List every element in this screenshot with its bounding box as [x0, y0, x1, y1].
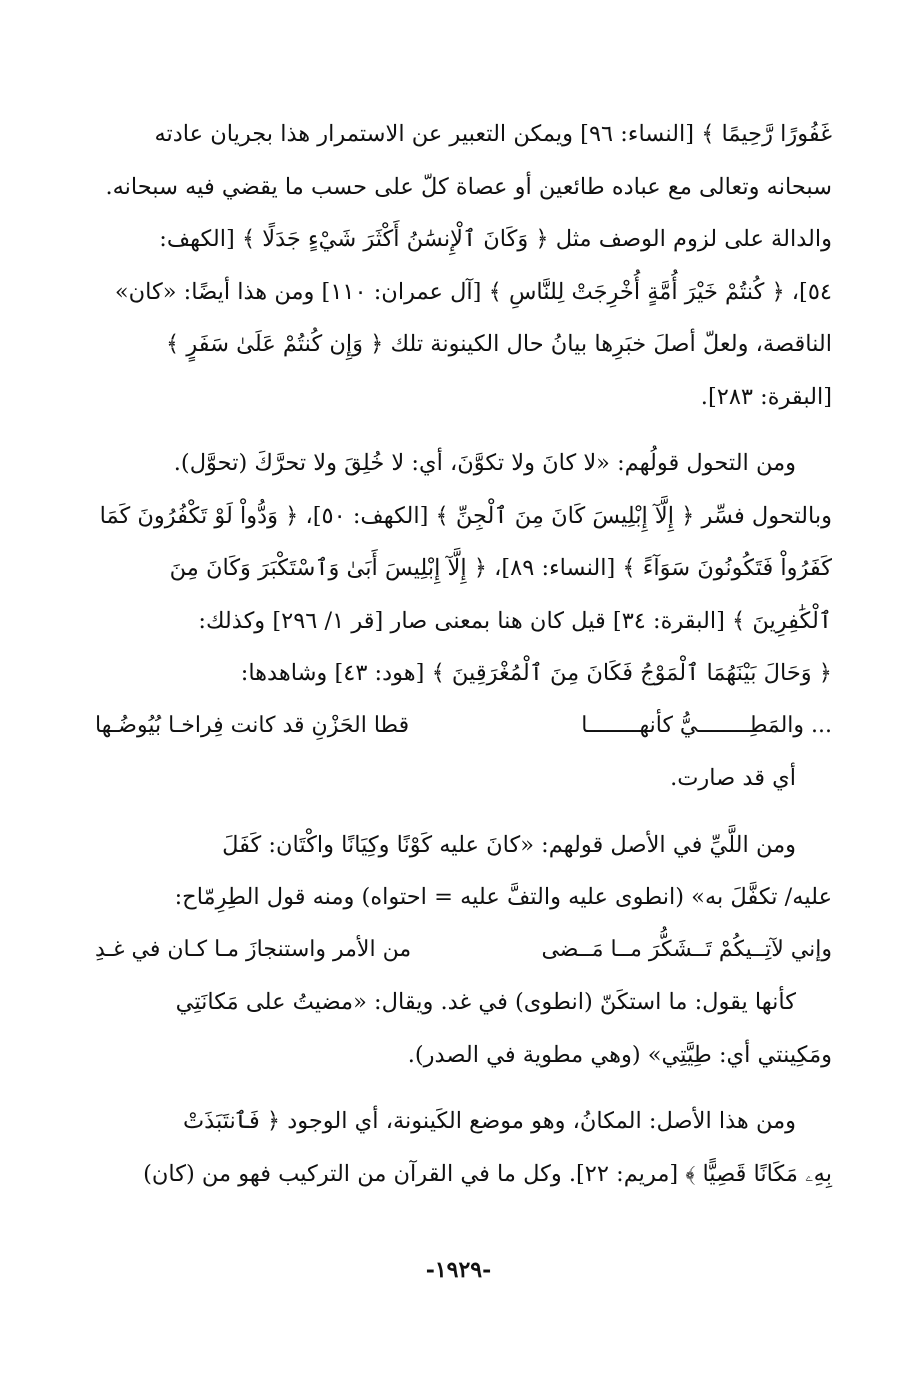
paragraph-line: كأنها يقول: ما استكَنّ (انطوى) في غد. ويقال: «مضيتُ على مَكانَتِي [175, 989, 796, 1015]
paragraph-line: ٱلْكَٰفِرِينَ ﴾ [البقرة: ٣٤] قيل كان هنا بمعنى صار [قر ١/ ٢٩٦] وكذلك: [198, 607, 832, 634]
paragraph-line: الناقصة، ولعلّ أصلَ خبَرِها بيانُ حال الكينونة تلك ﴿ وَإِن كُنتُمْ عَلَىٰ سَفَرٍ ﴾ [166, 331, 832, 357]
paragraph-line: غَفُورًا رَّحِيمًا ﴾ [النساء: ٩٦] ويمكن التعبير عن الاستمرار هذا بجريان عادته [154, 121, 832, 147]
paragraph-line: ٥٤]، ﴿ كُنتُمْ خَيْرَ أُمَّةٍ أُخْرِجَتْ لِلنَّاسِ ﴾ [آل عمران: ١١٠] ومن هذا أيضًا: «كان» [114, 278, 832, 305]
paragraph-line: عليه/ تكفَّلَ به» (انطوى عليه والتفَّ عليه = احتواه) ومنه قول الطِرِمّاح: [174, 884, 832, 910]
paragraph-line: ومن هذا الأصل: المكانُ، وهو موضع الكَينونة، أي الوجود ﴿ فَٱنتَبَذَتْ [182, 1108, 796, 1134]
verse-first-hemistich: وإني لآتِــيكُمْ تَــشَكُّرَ مــا مَــضى [541, 936, 832, 962]
verse-second-hemistich: من الأمر واستنجازَ مـا كـان في غـدِ [95, 936, 412, 962]
verse-first-hemistich: ... والمَطِــــــــيُّ كأنهــــــــا [581, 712, 832, 738]
paragraph-line: كَفَرُواْ فَتَكُونُونَ سَوَآءً ﴾ [النساء: ٨٩]، ﴿ إِلَّآ إِبْلِيسَ أَبَىٰ وَٱسْتَكْبَرَ وَكَانَ مِنَ [169, 555, 832, 581]
poetry-verse [95, 924, 832, 977]
paragraph-line: ومَكِينتي أي: طِيَّتِي» (وهي مطوية في الصدر). [407, 1041, 832, 1068]
paragraph-line: ومن التحول قولُهم: «لا كانَ ولا تكوَّنَ، أي: لا خُلِقَ ولا تحرَّكَ (تحوَّل). [173, 450, 796, 476]
paragraph-line: أي قد صارت. [670, 765, 796, 791]
paragraph-line: سبحانه وتعالى مع عباده طائعين أو عصاة كلّ على حسب ما يقضي فيه سبحانه. [105, 173, 832, 200]
paragraph-line: ومن اللَّيِّ في الأصل قولهم: «كانَ عليه كَوْنًا وكِيَانًا واكْتَان: كَفَلَ [222, 831, 796, 858]
paragraph-line: بِهِۦ مَكَانًا قَصِيًّا ﴾ [مريم: ٢٢]. وكل ما في القرآن من التركيب فهو من (كان) [143, 1160, 832, 1187]
paragraph-line: ﴿ وَحَالَ بَيْنَهُمَا ٱلْمَوْجُ فَكَانَ مِنَ ٱلْمُغْرَقِينَ ﴾ [هود: ٤٣] وشاهدها: [240, 660, 832, 686]
paragraph-line: وبالتحول فسِّر ﴿ إِلَّآ إِبْلِيسَ كَانَ مِنَ ٱلْجِنِّ ﴾ [الكهف: ٥٠]، ﴿ وَدُّواْ لَوْ تَكْفُرُونَ كَمَا [99, 502, 832, 529]
verse-second-hemistich: قطا الحَزْنِ قد كانت فِراخـا بُيُوضُـها [95, 712, 410, 738]
paragraph-line: [البقرة: ٢٨٣]. [700, 383, 832, 410]
page-number: -١٩٢٩- [425, 1257, 492, 1283]
paragraph-line: والدالة على لزوم الوصف مثل ﴿ وَكَانَ ٱلْإِنسَٰنُ أَكْثَرَ شَيْءٍ جَدَلًا ﴾ [الكهف: [159, 226, 832, 252]
body-text [95, 108, 832, 1200]
poetry-verse [95, 700, 832, 753]
